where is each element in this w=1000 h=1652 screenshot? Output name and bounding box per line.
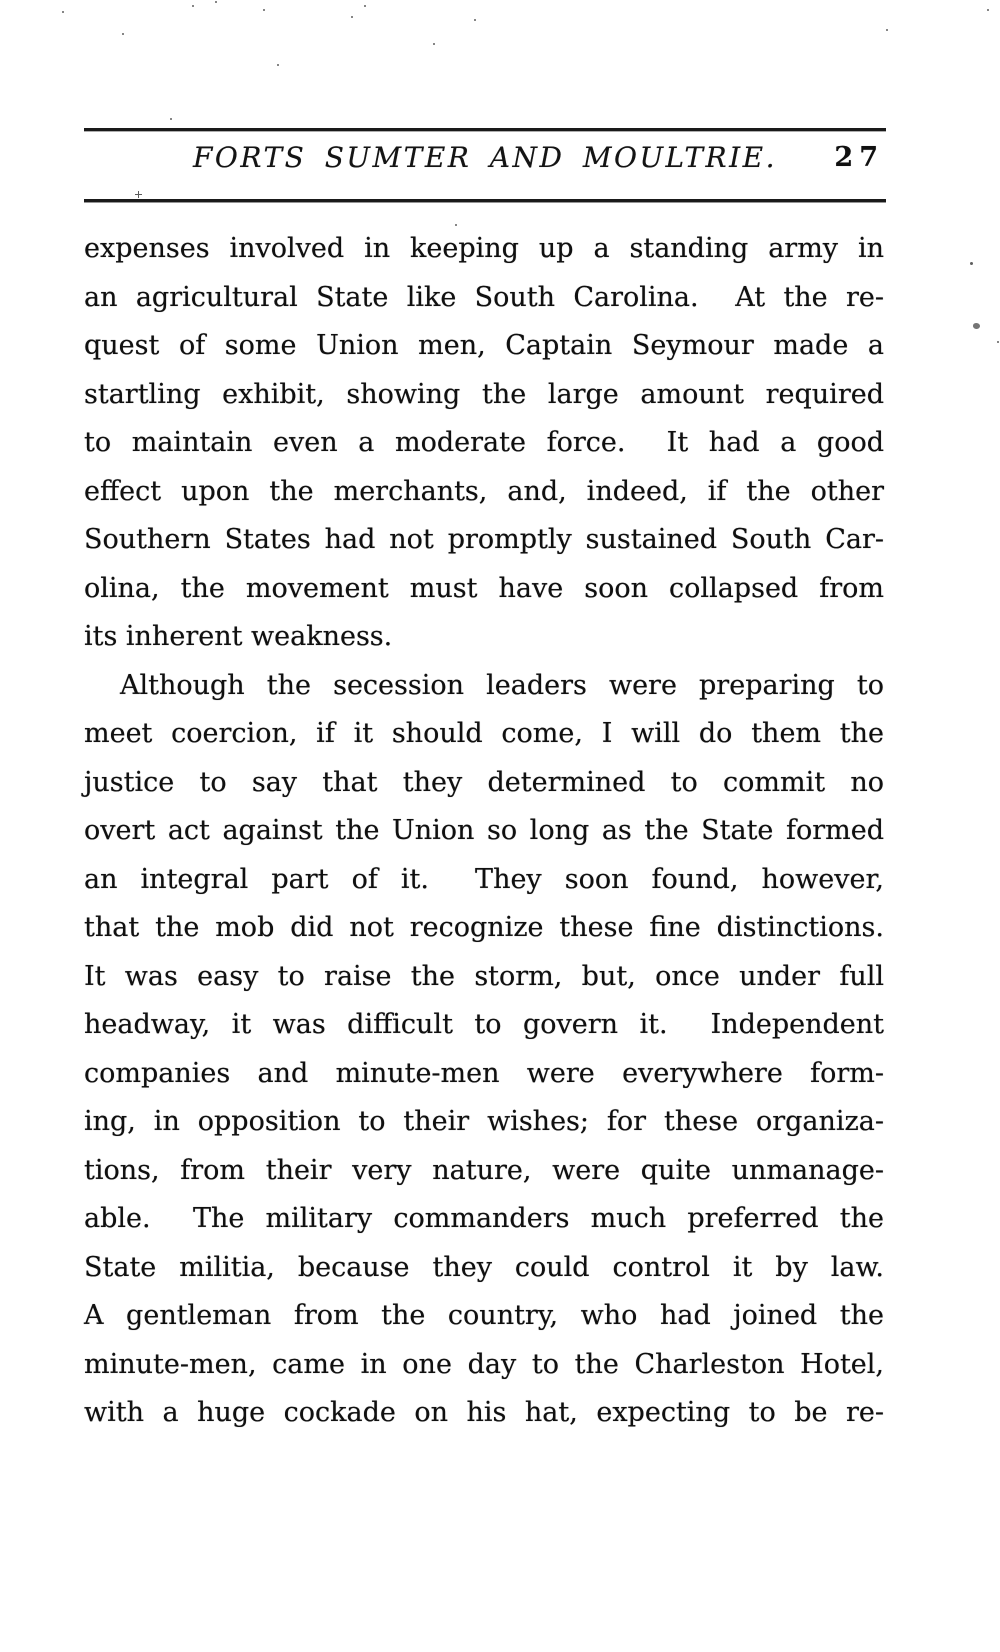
text-line: tions, from their very nature, were quite unmanage- <box>84 1154 884 1186</box>
page-text <box>84 225 884 1438</box>
scan-speck <box>62 11 64 13</box>
scan-speck <box>263 9 265 11</box>
scan-speck <box>192 5 194 7</box>
scan-speck <box>886 29 888 31</box>
text-line: Southern States had not promptly sustained South Car- <box>84 524 884 555</box>
text-line: companies and minute-men were everywhere form- <box>84 1057 884 1089</box>
scan-speck <box>997 341 999 343</box>
text-line: State militia, because they could control it by law. <box>84 1251 884 1283</box>
running-head-title: FORTS SUMTER AND MOULTRIE. <box>192 141 778 174</box>
scan-speck <box>474 19 476 21</box>
text-line: minute-men, came in one day to the Charleston Hotel, <box>84 1348 884 1380</box>
scan-cross-mark <box>135 191 142 198</box>
text-line: to maintain even a moderate force. It had a good <box>84 427 884 458</box>
text-line: an agricultural State like South Carolina. At the re- <box>84 281 884 313</box>
running-head <box>84 141 886 185</box>
scan-speck <box>277 64 279 66</box>
scan-speck <box>987 9 989 11</box>
text-line: ing, in opposition to their wishes; for these organiza- <box>84 1106 884 1137</box>
scan-speck <box>433 43 435 45</box>
header-rule-bottom <box>84 199 886 202</box>
page-number: 27 <box>834 142 884 173</box>
text-line: able. The military commanders much preferred the <box>84 1203 884 1234</box>
text-line: its inherent weakness. <box>84 621 393 652</box>
text-line: an integral part of it. They soon found, however, <box>84 863 884 895</box>
text-line: Although the secession leaders were preparing to <box>120 669 884 701</box>
header-rule-top <box>84 128 886 131</box>
scan-speck <box>970 262 973 265</box>
text-line: effect upon the merchants, and, indeed, if the other <box>84 475 884 507</box>
scan-speck <box>351 16 353 18</box>
text-line: expenses involved in keeping up a standing army in <box>84 233 884 264</box>
text-line: It was easy to raise the storm, but, once under full <box>84 960 884 992</box>
text-line: startling exhibit, showing the large amount required <box>84 378 884 410</box>
scan-smudge <box>973 323 980 329</box>
text-line: headway, it was difficult to govern it. Independent <box>84 1009 884 1040</box>
paragraph <box>84 225 884 662</box>
scan-speck <box>122 33 124 35</box>
text-line: quest of some Union men, Captain Seymour made a <box>84 330 884 361</box>
text-line: meet coercion, if it should come, I will do them the <box>84 718 884 749</box>
scan-speck <box>455 224 457 226</box>
text-line: with a huge cockade on his hat, expecting to be re- <box>84 1397 884 1428</box>
text-line: A gentleman from the country, who had joined the <box>84 1300 884 1331</box>
text-line: olina, the movement must have soon collapsed from <box>84 572 884 604</box>
paragraph <box>84 662 884 1438</box>
scan-speck <box>215 1 217 3</box>
scan-speck <box>170 118 172 120</box>
text-line: that the mob did not recognize these fine distinctions. <box>84 912 884 943</box>
text-line: overt act against the Union so long as the State formed <box>84 815 884 846</box>
scan-speck <box>364 5 366 7</box>
text-line: justice to say that they determined to commit no <box>84 766 884 798</box>
